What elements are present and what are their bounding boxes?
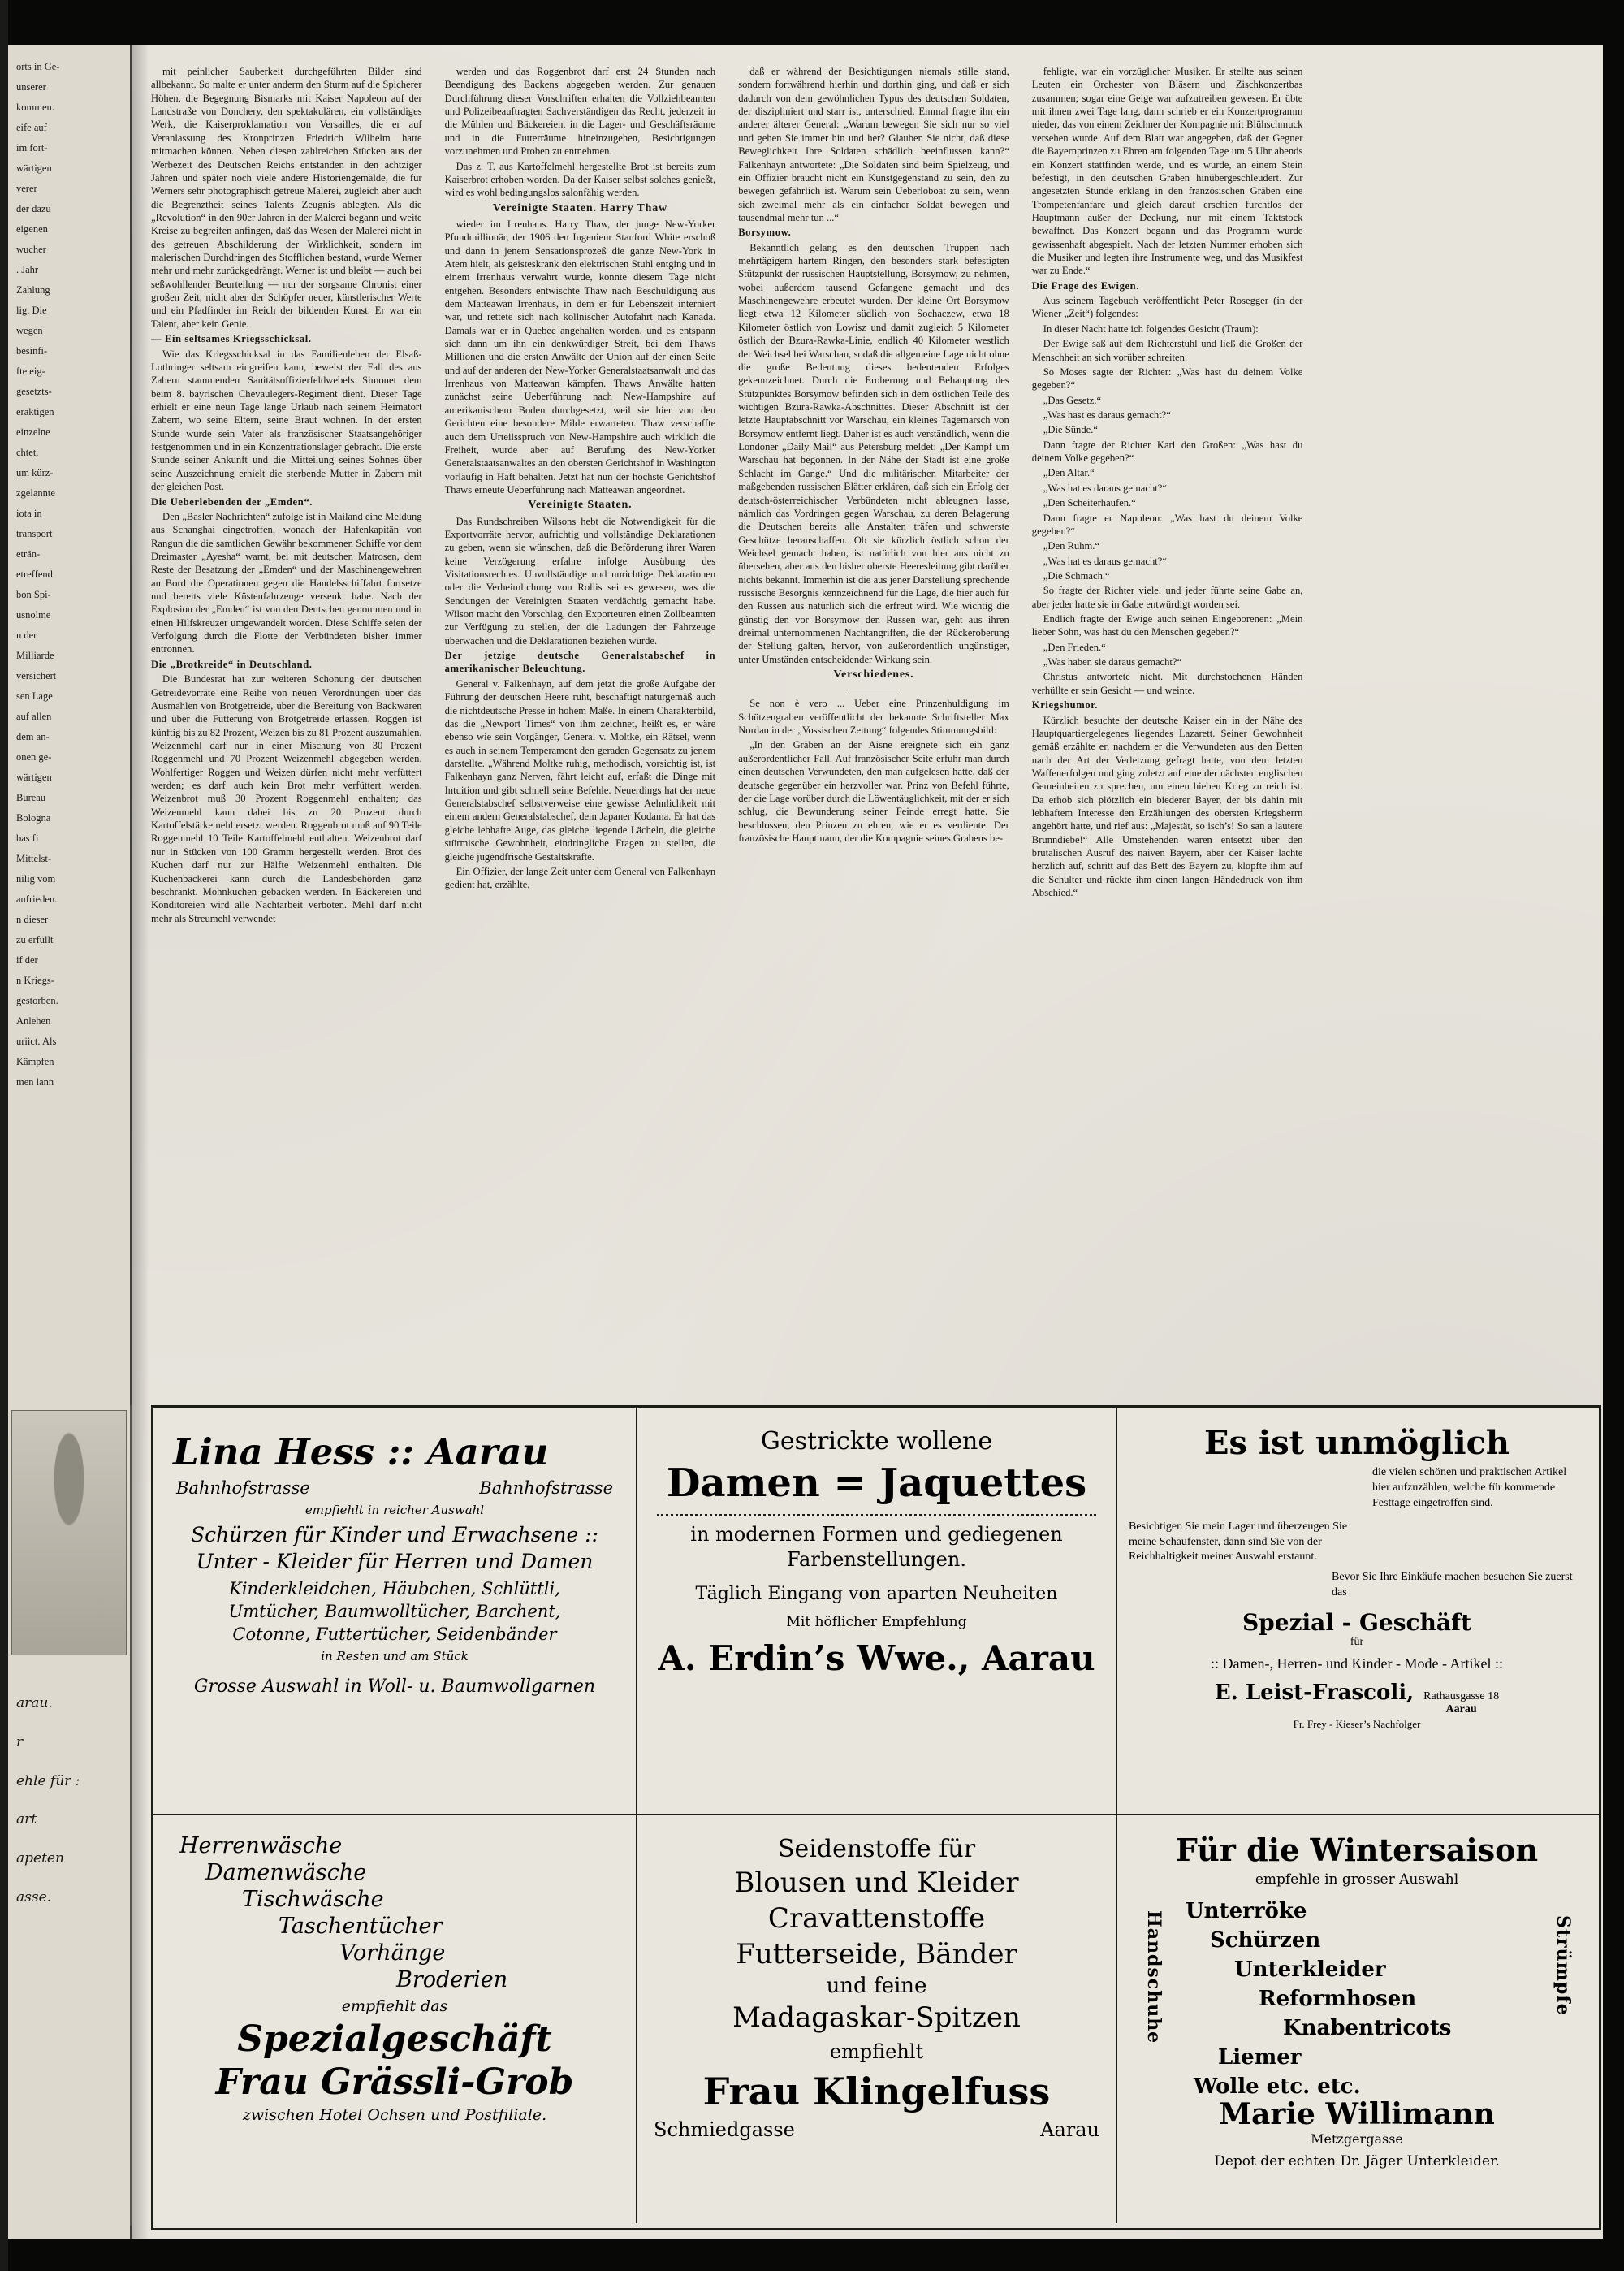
previous-page-line: Bologna (16, 812, 51, 824)
ad-willimann-item: Reformhosen (1259, 1987, 1417, 2011)
ad-leist-spezial: Spezial - Geschäft (1242, 1609, 1472, 1637)
article-paragraph: „Den Scheiterhaufen.“ (1043, 497, 1136, 509)
news-column-1 (151, 65, 422, 1393)
article-paragraph: daß er während der Besichtigungen niemals stille stand, sondern fortwährend hierhin und dorthin ging, und daß er sich dadurch von dem gewöhnlichen Typus des deutschen Soldaten, der diszipliniert und starr ist, unterschied. Einmal fragte ihn ein anderer älterer General: „Warum bewegen Sie sich nur so viel und gehen Sie immer hin und her? Glauben Sie nicht, daß diese Beweglichkeit Ihre Soldaten schädlich beeinflussen kann?“ Falkenhayn antwortete: „Die Soldaten sind beim Spielzeug, und ein Offizier braucht nicht ein Kunstgegenstand zu sein, den zu bewegen gefährlich ist. Warum sein Ueberloboat zu sein, wenn sich zweimal mehr als ein einfacher Soldat bewegen und tausendmal mehr tun ...“ (738, 66, 1009, 223)
article-paragraph: fehligte, war ein vorzüglicher Musiker. Er stellte aus seinen Leuten ein Orchester von Bläsern und Zischkonzertbas zusammen; sogar eine Geige war aufzutreiben gewesen. Er übte mit ihnen zwei Tage lang, dann schrieb er ein Konzertprogramm nieder, das von einem Zeichner der Kompagnie mit Blühschmuck versehen wurde. Auf dem Blatt war angegeben, daß der Gegner die Bayernprinzen zu Ehren am folgenden Tage um 5 Uhr abends ein Konzert stattfinden werde, und es wurde, an einem Stein befestigt, in den deutschen Graben hinübergeschleudert. Zur angesetzten Stunde erklang in den französischen Gräben eine Trompetenfanfare und gleich darauf erschien furchtlos der Hauptmann außer der Deckung, nur mit einem Taktstock bewaffnet. Das Konzert begann und das Programm wurde gewissenhaft abgespielt. Nach der letzten Nummer erhoben sich die Musiker und legten ihre Instrumente weg, und das Musikfest war zu Ende.“ (1031, 66, 1303, 277)
news-column-3 (738, 65, 1009, 1393)
ad-lina-hess-line3: Unter - Kleider für Herren und Damen (196, 1550, 594, 1573)
ad-klingelfuss-l3: Cravattenstoffe (767, 1902, 986, 1935)
article-paragraph: „Was hat es daraus gemacht?“ (1043, 555, 1167, 567)
ad-lina-hess-line1: empfiehlt in reicher Auswahl (304, 1503, 485, 1517)
previous-page-line: zgelannte (16, 487, 55, 499)
ad-willimann-item: Schürzen (1210, 1928, 1321, 1953)
article-paragraph: mit peinlicher Sauberkeit durchgeführten Bilder sind allbekannt. So malte er unter anderm den Sturm auf die Spicherer Höhen, die Begegnung Bismarks mit Kaiser Napoleon auf der Landstraße von Donchery, den spektakulären, ein vollständiges Werk, die Kaiserproklamation von Versailles, die er auf Veranlassung des Kronprinzen Friedrich Wilhelm hatte mitmachen können. Neben diesen zahlreichen Stücken aus der Werbezeit des Deutschen Reichs entstanden in den achtziger Jahren und später noch viele andere Historiengemälde, die für Werners sehr photographisch getreue Malerei, zugleich aber auch die Begrenztheit seines Talents Zeugnis ablegten. Als die „Revolution“ in den 90er Jahren in der Malerei begann und weite Kreise zu begreifen anfingen, daß das Wesen der Malerei nicht in des getreuen Abschilderung der Wirklichkeit, sondern im malerischen Durchdringen des Stofflichen bestand, wurde Werner mehr und mehr zurückgedrängt. Werner ist und bleibt — auch bei seßwohllender Beurteilung — nur der sorgsame Chronist einer großen Zeit, nicht aber der Schöpfer neuer, künstlerischer Werte und ein Pfadfinder im Reich der bildenden Kunst. Er war ein Talent, aber kein Genie. (151, 66, 422, 330)
ad-klingelfuss-city: Aarau (1040, 2118, 1099, 2141)
previous-page-line: der dazu (16, 203, 51, 214)
ad-leist-fuer: für (1350, 1636, 1364, 1649)
previous-page-line: gestorben. (16, 995, 58, 1006)
article-paragraph: „In den Gräben an der Aisne ereignete sich ein ganz außerordentlicher Fall. Auf französischer Seite erfuhr man durch einen deutschen Verwundeten, den man aufgelesen hatte, daß der deutsche gegenüber ein herzvoller war. Prinz von Befehl führte, der die Lage vorüber durch die Löwentäuglichkeit, mit der er sich schlug, die Bewunderung seiner Feinde erregt hatte. Sie beschlossen, den Prinzen zu ehren, wie er es verdiente. Der französische Hauptmann, der die Kompagnie seines Grabens be- (738, 739, 1009, 844)
ad-graessli-name: Frau Grässli-Grob (215, 2061, 574, 2103)
ad-willimann-side-right: Strümpfe (1553, 1915, 1574, 2016)
previous-page-line: bon Spi- (16, 589, 51, 600)
ad-graessli-l1: Herrenwäsche (179, 1833, 343, 1858)
ad-graessli-l2: Damenwäsche (205, 1860, 367, 1885)
previous-page-ad-line: arau. (16, 1695, 53, 1711)
ad-lina-hess-street-right: Bahnhofstrasse (479, 1478, 613, 1498)
article-paragraph: „Das Gesetz.“ (1043, 394, 1102, 406)
previous-page-line: bas fi (16, 833, 39, 844)
ad-erdin-line5: Mit höflicher Empfehlung (786, 1614, 967, 1630)
article-headline: Borsymow. (738, 227, 792, 239)
ad-erdin-line3: Farbenstellungen. (787, 1548, 966, 1571)
previous-page-line: n dieser (16, 914, 49, 925)
news-column-2 (445, 65, 716, 1393)
article-paragraph: Dann fragte er Napoleon: „Was hast du deinem Volke gegeben?“ (1031, 512, 1303, 537)
previous-page-line: Zahlung (16, 284, 50, 296)
news-column-4 (1032, 65, 1303, 1393)
article-paragraph: Der Ewige saß auf dem Richterstuhl und ließ die Großen der Menschheit an sich vorüber schreiten. (1031, 338, 1303, 363)
article-paragraph: Endlich fragte der Ewige auch seinen Eingeborenen: „Mein lieber Sohn, was hast du den Menschen gegeben?“ (1031, 613, 1303, 638)
ad-klingelfuss-l6: Madagaskar-Spitzen (732, 2001, 1021, 2034)
ad-erdin-line2: in modernen Formen und gediegenen (690, 1523, 1063, 1546)
ad-lina-hess-line7: in Resten und am Stück (321, 1649, 469, 1663)
previous-page-line: eife auf (16, 122, 47, 133)
article-paragraph: „Den Altar.“ (1043, 467, 1095, 479)
ad-klingelfuss-l1: Seidenstoffe für (777, 1835, 976, 1863)
previous-page-ad-line: asse. (16, 1888, 52, 1905)
ad-willimann-title: Für die Wintersaison (1175, 1832, 1539, 1868)
ad-klingelfuss-l7: empfiehlt (829, 2040, 924, 2063)
ad-willimann-item: Wolle etc. etc. (1194, 2074, 1361, 2099)
ad-lina-hess-street-left: Bahnhofstrasse (176, 1478, 310, 1498)
article-paragraph: So Moses sagte der Richter: „Was hast du deinem Volke gegeben?“ (1031, 366, 1303, 391)
article-paragraph: „Den Ruhm.“ (1043, 540, 1100, 552)
previous-page-text (8, 45, 130, 1088)
previous-page-line: etreffend (16, 569, 53, 580)
ad-graessli-l8: Spezialgeschäft (237, 2018, 552, 2060)
previous-page-ad-strip (8, 1405, 132, 2226)
ad-leist-successor: Fr. Frey - Kieser’s Nachfolger (1293, 1718, 1421, 1731)
article-section-heading: Vereinigte Staaten. Harry Thaw (492, 201, 667, 214)
article-paragraph: Ein Offizier, der lange Zeit unter dem General von Falkenhayn gedient hat, erzählte, (444, 865, 716, 891)
previous-page-ad-line: apeten (16, 1850, 64, 1867)
previous-page-line: eträn- (16, 548, 41, 560)
news-column-5 (1325, 65, 1596, 1393)
article-paragraph: „Die Schmach.“ (1043, 569, 1110, 582)
article-paragraph: wieder im Irrenhaus. Harry Thaw, der junge New-Yorker Pfundmillionär, der 1906 den Ingenieur Stanford White erschoß und dann in jenem Sensationsprozeß die ganze New-York in Atem hielt, als geisteskrank den elektrischen Stuhl entging und in einem Irrenhaus verwahrt wurde, konnte diesem Tage nicht entgehen. Besonders entwischte Thaw nach Beschuldigung aus dem Matteawan Irrenhaus, in dem er für Lebenszeit interniert war, und rettete sich nach köllnischer Autofahrt nach Kanada. Damals war er in Quebec angehalten worden, und es entspann sich dann um ihn ein denkwürdiger Streit, bei dem Thaws Millionen und die ersten Anwälte der Union auf der einen Seite und auf der anderen der New-Yorker Generalstaatsanwalt und das Irrenhaus von Matteawan kämpfen. Thaws Anwälte hatten zunächst seine Ueberführung nach New-Hampshire auf amerikanischem Boden durchgesetzt, weil sie hier von den Gerichten eine besondere Milde erwarteten. Thaw verschaffte auch dem Urteilsspruch von New-Hampshire auch wirklich die Freiheit, wurde aber auf Berufung des New-Yorker Generalstaatsanwaltes an den obersten Gerichtshof in Washington vorläufig in Haft behalten. Jetzt hat nun der höchste Gerichtshof Thaws erneute Ueberführung nach Matteawan angeordnet. (444, 218, 716, 495)
ad-leist-para2: Besichtigen Sie mein Lager und überzeugen Sie meine Schaufenster, dann sind Sie von der Reichhaltigkeit meiner Auswahl erstaunt. (1129, 1520, 1348, 1564)
ad-willimann-item: Unterkleider (1234, 1957, 1386, 1982)
ad-leist-owner: E. Leist-Frascoli, (1214, 1681, 1415, 1706)
ad-klingelfuss[interactable] (637, 1815, 1116, 2223)
previous-page-line: Mittelst- (16, 853, 52, 864)
ad-leist-para1: die vielen schönen und praktischen Artikel hier aufzuzählen, welche für kommende Festtage eingetroffen sind. (1372, 1466, 1567, 1509)
ad-klingelfuss-l4: Futterseide, Bänder (736, 1938, 1017, 1970)
article-paragraph: Das Rundschreiben Wilsons hebt die Notwendigkeit für die Exportvorräte hervor, aufrichtig und vollständige Deklarationen zu geben, wenn sie wünschen, daß die Beförderung ihrer Waren keine Verzögerung erfahre infolge Ausübung des Visitationsrechtes. Unvollständige und unrichtige Deklarationen oder die Verheimlichung von Rollis sei es gewesen, was die Sendungen der Vereinigten Staaten verdächtig gemacht habe. Wilson macht den Vorschlag, den Exporteuren einen Zollbeamten zur Verfügung zu stellen, der die Ladungen der Fahrzeuge überwachen und die Deklarationen beziehen würde. (444, 515, 716, 647)
article-section-heading: Verschiedenes. (833, 668, 914, 681)
illustration-figure (11, 1410, 127, 1655)
previous-page-line: lig. Die (16, 305, 47, 316)
previous-page-line: wegen (16, 325, 43, 336)
previous-page-line: kommen. (16, 102, 54, 113)
previous-page-line: besinfi- (16, 345, 48, 357)
previous-page-line: im fort- (16, 142, 48, 154)
ad-leist-frascoli[interactable] (1117, 1408, 1596, 1814)
previous-page-line: eigenen (16, 223, 48, 235)
ad-klingelfuss-name: Frau Klingelfuss (702, 2070, 1051, 2113)
previous-page-line: if der (16, 954, 38, 966)
ad-willimann-item: Knabentricots (1283, 2016, 1452, 2040)
previous-page-line: verer (16, 183, 37, 194)
ad-graessli-l4: Taschentücher (279, 1914, 443, 1939)
ad-lina-hess-line2: Schürzen für Kinder und Erwachsene :: (190, 1523, 599, 1546)
article-headline: Die Frage des Ewigen. (1031, 279, 1140, 292)
previous-page-line: wärtigen (16, 162, 52, 174)
article-paragraph: Bekanntlich gelang es den deutschen Truppen nach mehrtägigem hartem Ringen, den besonders stark befestigten Stützpunkt der russischen Hauptstellung, Borsymow, zu nehmen, wobei außerdem tausend Gefangene gemacht und des Maschinengewehre erbeutet wurden. Der kleine Ort Borsymow liegt etwa 12 Kilometer südlich von Sochaczew, etwa 18 Kilometer östlich von Lowisz und damit zugleich 5 Kilometer östlich der Bzura-Rawka-Linie, endlich 40 Kilometer westlich der Weichsel bei Warschau, sodaß die allgemeine Lage nicht ohne die große Bedeutung dieses bedeutenden Erfolges gekennzeichnet. Durch die Eroberung und Behauptung des Stützpunktes Borsymow befinden sich in dem östlichen Teile des wichtigen Bzura-Rawka-Abschnittes. Dieser Abschnitt ist der letzte Hauptabschnitt vor Warschau, ein kleines Tagemarsch von Borsymow entfernt liegt. Daher ist es auch verständlich, wenn die Londoner „Daily Mail“ aus Petersburg meldet: „Der Kampf um Warschau hat begonnen. In der Nähe der Stadt ist eine große Schlacht im Gange.“ Und die militärischen Mitarbeiter der maßgebenden russischen Blätter erklären, daß sich ein Erfolg der deutsch-österreichischer Verbündeten nicht ableugnen lasse, nämlich das Vordringen gegen Warschau, zu deren Belagerung die Deutschen bereits alle Anstalten träfen und schwerste Geschütze heranschaffen. Ob sie kürzlich östlich schon der Weichsel gemacht haben, ist natürlich von hier aus nicht zu übersehen, aber aus den bisher oberste Heeresleitung gibt darüber nichts bekannt. Immerhin ist die aus jener Darstellung sprechende russische Besorgnis kennzeichnend für die Lage, die hier auch für den Russen aus natürlich sich die erfreut wird. Wie wichtig die günstig den vor Borsymow den Russen war, geht aus ihren dreimal unternommenen Nachtangriffen, die der Rückeroberung der Stellung galten, hervor, von außerordentlich ungünstiger, unter Umständen entscheidender Wirkung sein. (738, 241, 1009, 665)
previous-page-ad-text (8, 1663, 130, 1939)
scan-edge-left (0, 0, 8, 2271)
previous-page-line: Milliarde (16, 650, 54, 661)
ad-marie-willimann[interactable] (1117, 1815, 1596, 2223)
ad-willimann-item: Liemer (1218, 2045, 1302, 2070)
previous-page-line: wärtigen (16, 772, 52, 783)
previous-page-line: uriict. Als (16, 1036, 57, 1047)
scan-edge-bottom (0, 2239, 1624, 2271)
ad-willimann-name: Marie Willimann (1219, 2097, 1495, 2131)
previous-page-line: onen ge- (16, 751, 52, 763)
article-headline: Der jetzige deutsche Generalstabschef in amerikanischer Beleuchtung. (444, 650, 716, 675)
article-section-heading: Vereinigte Staaten. (528, 499, 633, 512)
ad-erdin-line4: Täglich Eingang von aparten Neuheiten (695, 1584, 1058, 1604)
ad-willimann-side-left: Handschuhe (1143, 1910, 1164, 2044)
article-paragraph: „Was hat es daraus gemacht?“ (1043, 482, 1167, 494)
ad-erdin-damen-jaquettes[interactable] (637, 1408, 1116, 1814)
article-headline: Die Ueberlebenden der „Emden“. (151, 495, 313, 508)
ad-erdin-line1: Gestrickte wollene (760, 1427, 993, 1456)
ad-willimann-item: Unterröke (1186, 1899, 1307, 1923)
article-paragraph: „Die Sünde.“ (1043, 424, 1098, 436)
previous-page-line: dem an- (16, 731, 50, 742)
ad-graessli-l7: empfiehlt das (341, 1997, 448, 2015)
ad-erdin-shop: A. Erdin’s Wwe., Aarau (658, 1638, 1095, 1678)
advertisement-block (151, 1405, 1601, 2230)
article-paragraph: So fragte der Richter viele, und jeder führte seine Gabe an, aber jeder hatte sie in Gabe entwürdigt worden sei. (1031, 585, 1303, 610)
article-paragraph: „Was hast es daraus gemacht?“ (1043, 409, 1171, 421)
previous-page-line: . Jahr (16, 264, 39, 275)
scan-edge-right (1603, 0, 1624, 2271)
ad-lina-hess-line8: Grosse Auswahl in Woll- u. Baumwollgarnen (193, 1676, 596, 1697)
article-headline: Die „Brotkreide“ in Deutschland. (151, 658, 313, 670)
article-headline: Kriegshumor. (1031, 699, 1099, 712)
article-paragraph: Se non è vero ... Ueber eine Prinzenhuldigung im Schützengraben veröffentlicht der bekannte Schriftsteller Max Nordau in der „Vossischen Zeitung“ folgendes Stimmungsbild: (738, 698, 1009, 737)
ad-erdin-title: Damen = Jaquettes (666, 1460, 1087, 1506)
previous-page-line: gesetzts- (16, 386, 52, 397)
ad-klingelfuss-l5: und feine (826, 1974, 927, 1998)
previous-page-line: orts in Ge- (16, 61, 60, 72)
ad-graessli-l6: Broderien (396, 1967, 508, 1992)
previous-page-ad-line: r (16, 1733, 24, 1750)
ad-leist-title: Es ist unmöglich (1203, 1424, 1510, 1462)
article-paragraph: Die Bundesrat hat zur weiteren Schonung der deutschen Getreidevorräte eine Reihe von neuen Verordnungen über das Ausmahlen von Brotgetreide, über die Bereitung von Backwaren und über die Fütterung von Brotgetreide erlassen. Roggen ist künftig bis zu 82 Prozent, Weizen bis zu 81 Prozent auszumahlen. Weizenmehl darf nur in einer Mischung von 30 Prozent Roggenmehl und 70 Prozent Weizenmehl abgegeben werden. Wohlfertiger Roggen und Weizen dürfen nicht mehr verfüttert werden; es darf auch kein Brot mehr verfüttert werden. Weizenbrot muß 30 Prozent Roggenmehl enthalten; das Weizenmehl kann dabei bis zu 20 Prozent durch Kartoffelstärkemehl ersetzt werden. Roggenbrot muß auf 90 Teile Roggenmehl 10 Teile Kartoffelmehl enthalten. Weizenbrot darf nur in Stücken von 100 Gramm hergestellt werden. Brot des Kuchen darf nur zur Hälfte Weizenmehl enthalten. Die Kuchenbäckerei kann durch die Landesbehörden ganz beschränkt. Mohnkuchen gebacken werden. In Bäckereien und Konditoreien wird alle Nachtarbeit verboten. Mehl darf nicht mehr als Streumehl verwendet (151, 673, 422, 924)
ad-graessli-l10: zwischen Hotel Ochsen und Postfiliale. (242, 2106, 547, 2124)
page-fold-shadow (130, 45, 148, 2239)
article-paragraph: In dieser Nacht hatte ich folgendes Gesicht (Traum): (1043, 322, 1259, 335)
previous-page-line: um kürz- (16, 467, 54, 478)
previous-page-line: versichert (16, 670, 57, 681)
article-paragraph: Wie das Kriegsschicksal in das Familienleben der Elsaß-Lothringer seltsam eingreifen kann, beweist der Fall des aus Zabern stammenden Sanitätsoffizierfeldwebels Simonet dem beim 8. bayrischen Chevaulegers-Regiment dient. Dieser Tage erhielt er eine neun Tage lange Urlaub nach seinem Heimatort Zabern, wo seine Eltern, seine Braut wohnen. In der ersten Stunde wurde sein Vater als französischer Staatsangehöriger festgenommen und in ein Konzentrationslager gebracht. Die erste Stunde seiner Ankunft und die Mitteilung seines Sohnes über seine Auszeichnung erhielt die sterbende Mutter in Zabern mit der gleichen Post. (151, 348, 422, 493)
article-paragraph: Christus antwortete nicht. Mit durchstochenen Händen verhüllte er sein Gesicht — und weinte. (1031, 671, 1303, 696)
ad-willimann-address: Metzgergasse (1311, 2131, 1403, 2147)
previous-page-line: aufrieden. (16, 893, 58, 905)
previous-page-ad-line: ehle für : (16, 1772, 80, 1789)
previous-page-line: einzelne (16, 426, 50, 438)
ad-willimann-note: Depot der echten Dr. Jäger Unterkleider. (1214, 2153, 1500, 2169)
ad-leist-artikel: :: Damen-, Herren- und Kinder - Mode - Artikel :: (1211, 1655, 1503, 1672)
ad-leist-city: Aarau (1445, 1703, 1477, 1716)
ad-leist-address: Rathausgasse 18 (1423, 1690, 1500, 1703)
ad-willimann-sub: empfehle in grosser Auswahl (1255, 1871, 1459, 1888)
ad-graessli-l5: Vorhänge (339, 1940, 446, 1966)
previous-page-line: wucher (16, 244, 46, 255)
previous-page-line: transport (16, 528, 53, 539)
ad-klingelfuss-l2: Blousen und Kleider (734, 1867, 1019, 1899)
previous-page-line: sen Lage (16, 690, 53, 702)
previous-page-line: nilig vom (16, 873, 56, 885)
previous-page-line: n der (16, 629, 37, 641)
previous-page-line: chtet. (16, 447, 39, 458)
article-paragraph: Das z. T. aus Kartoffelmehl hergestellte Brot ist bereits zum Kaiserbrot erhoben worden. Da der Kaiser selbst solches genießt, wird es wohl bedingungslos salonfähig werden. (444, 160, 716, 199)
article-paragraph: werden und das Roggenbrot darf erst 24 Stunden nach Beendigung des Backens abgegeben werden. Zur genauen Durchführung dieser Vorschriften erhalten die Vollziehbeamten und Polizeibeauftragten Sachverständigen das Recht, jederzeit in die Mühlen und Bäckereien, in die Lager- und Geschäftsräume und in die Futterräume hineinzugehen, Besichtigungen vorzunehmen und Proben zu entnehmen. (444, 66, 716, 158)
ad-klingelfuss-street: Schmiedgasse (654, 2118, 795, 2141)
previous-page-line: eraktigen (16, 406, 54, 417)
previous-page-line: men lann (16, 1076, 54, 1088)
ad-lina-hess-line4: Kinderkleidchen, Häubchen, Schlüttli, (229, 1579, 560, 1598)
ad-lina-hess[interactable] (153, 1408, 636, 1814)
previous-page-line: unserer (16, 81, 46, 93)
ad-graessli-grob[interactable] (153, 1815, 636, 2223)
article-paragraph: General v. Falkenhayn, auf dem jetzt die große Aufgabe der Führung der deutschen Heere ruht, beschäftigt naturgemäß auch die nichtdeutsche Presse in hohem Maße. In einem Charakterbild, das die „Newport Times“ von ihm zeichnet, heißt es, er wäre ebenso wie sein Vorgänger, General v. Moltke, ein Rätsel, wenn es auch in seinem Temperament den geraden Gegensatz zu jenem darstellte. „Während Moltke ruhig, methodisch, vorsichtig ist, ist Falkenhayn ganz Nerven, fährt leicht auf, erfaßt die Dinge mit Intuition und gibt schnell seine Befehle. Neuerdings hat der neue Generalstabschef selbstverweise eine gewisse Aehnlichkeit mit einem andern Generalstabschef, dem Japaner Kodama. Er hat das gleiche lebhafte Auge, das gleiche liegende Lächeln, die gleiche stürmische Gewohnheit, eindringliche Fragen zu stellen, die gleiche jugendfrische Gestaltskräfte. (444, 677, 716, 863)
previous-page-line: Bureau (16, 792, 46, 803)
ad-graessli-l3: Tischwäsche (242, 1887, 384, 1912)
article-paragraph: „Den Frieden.“ (1043, 641, 1106, 653)
previous-page-line: Kämpfen (16, 1056, 54, 1067)
previous-page-line: auf allen (16, 711, 52, 722)
ad-leist-para3: Bevor Sie Ihre Einkäufe machen besuchen Sie zuerst das (1332, 1571, 1573, 1599)
previous-page-line: n Kriegs- (16, 975, 54, 986)
ad-lina-hess-title: Lina Hess :: Aarau (173, 1430, 549, 1473)
ad-erdin-separator (657, 1514, 1096, 1516)
news-article-area (151, 65, 1596, 1393)
previous-page-ad-line: art (16, 1811, 37, 1828)
previous-page-line: iota in (16, 508, 42, 519)
scan-edge-top (0, 0, 1624, 45)
article-paragraph: Dann fragte der Richter Karl den Großen: „Was hast du deinem Volke gegeben?“ (1031, 439, 1303, 465)
previous-page-line: Anlehen (16, 1015, 51, 1027)
previous-page-line: usnolme (16, 609, 51, 621)
article-paragraph: „Was haben sie daraus gemacht?“ (1043, 656, 1182, 668)
ad-lina-hess-line5: Umtücher, Baumwolltücher, Barchent, (228, 1602, 561, 1621)
ad-lina-hess-line6: Cotonne, Futtertücher, Seidenbänder (232, 1624, 557, 1644)
article-headline: — Ein seltsames Kriegsschicksal. (151, 333, 312, 345)
previous-page-line: zu erfüllt (16, 934, 54, 945)
article-paragraph: Aus seinem Tagebuch veröffentlicht Peter Rosegger (in der Wiener „Zeit“) folgendes: (1031, 295, 1303, 320)
article-paragraph: Den „Basler Nachrichten“ zufolge ist in Mailand eine Meldung aus Schanghai eingetroffen, wonach der Hafenkapitän von Rangun die die samtlichen Gewähr bekommenen Schiffe vor dem Dreimaster „Ayesha“ warnt, bei mit deutschen Matrosen, dem Reste der Besatzung der „Emden“ und der Maschinengewehren an Bord die Operationen gegen die Handelsschiffahrt fortsetze und bereits viele Küstenfahrzeuge versenkt habe. Nach der Explosion der „Emden“ ist von den Deutschen genommen und in einen Hilfskreuzer umgewandelt worden. Diese Schiffe seien der Verfolgung durch die Flotte der Verbündeten bisher immer entronnen. (151, 510, 422, 655)
article-paragraph: Kürzlich besuchte der deutsche Kaiser ein in der Nähe des Hauptquartiergelegenes liegendes Lazarett. Seiner Gewohnheit gemäß erzählte er, nachdem er die Verwundeten aus den Betten nach der Art der Verletzung gefragt hatte, von dem letzten Waffenerfolgen und ging zuletzt auf eine der nächsten englischen Gemeinheiten zu sprechen, um einen hieben Krieg zu reich ist. Da erhob sich plötzlich ein biederer Bayer, der bis dahin mit lebhaftem Interesse den Erzählungen des obersten Kriegsherrn angehört hatte, und rief aus: „Majestät, so isch’s! So san a lautere Brunndiebe!“ Alle Umstehenden waren entsetzt über den brutalischen Ausruf des naiven Bayern, aber der Kaiser lachte herzlich auf, schritt auf das Bett des Bayern zu, klopfte ihm auf die Schulter und rückte ihm einen langen Händedruck von ihm Abschied.“ (1031, 714, 1303, 899)
previous-page-line: fte eig- (16, 366, 45, 377)
